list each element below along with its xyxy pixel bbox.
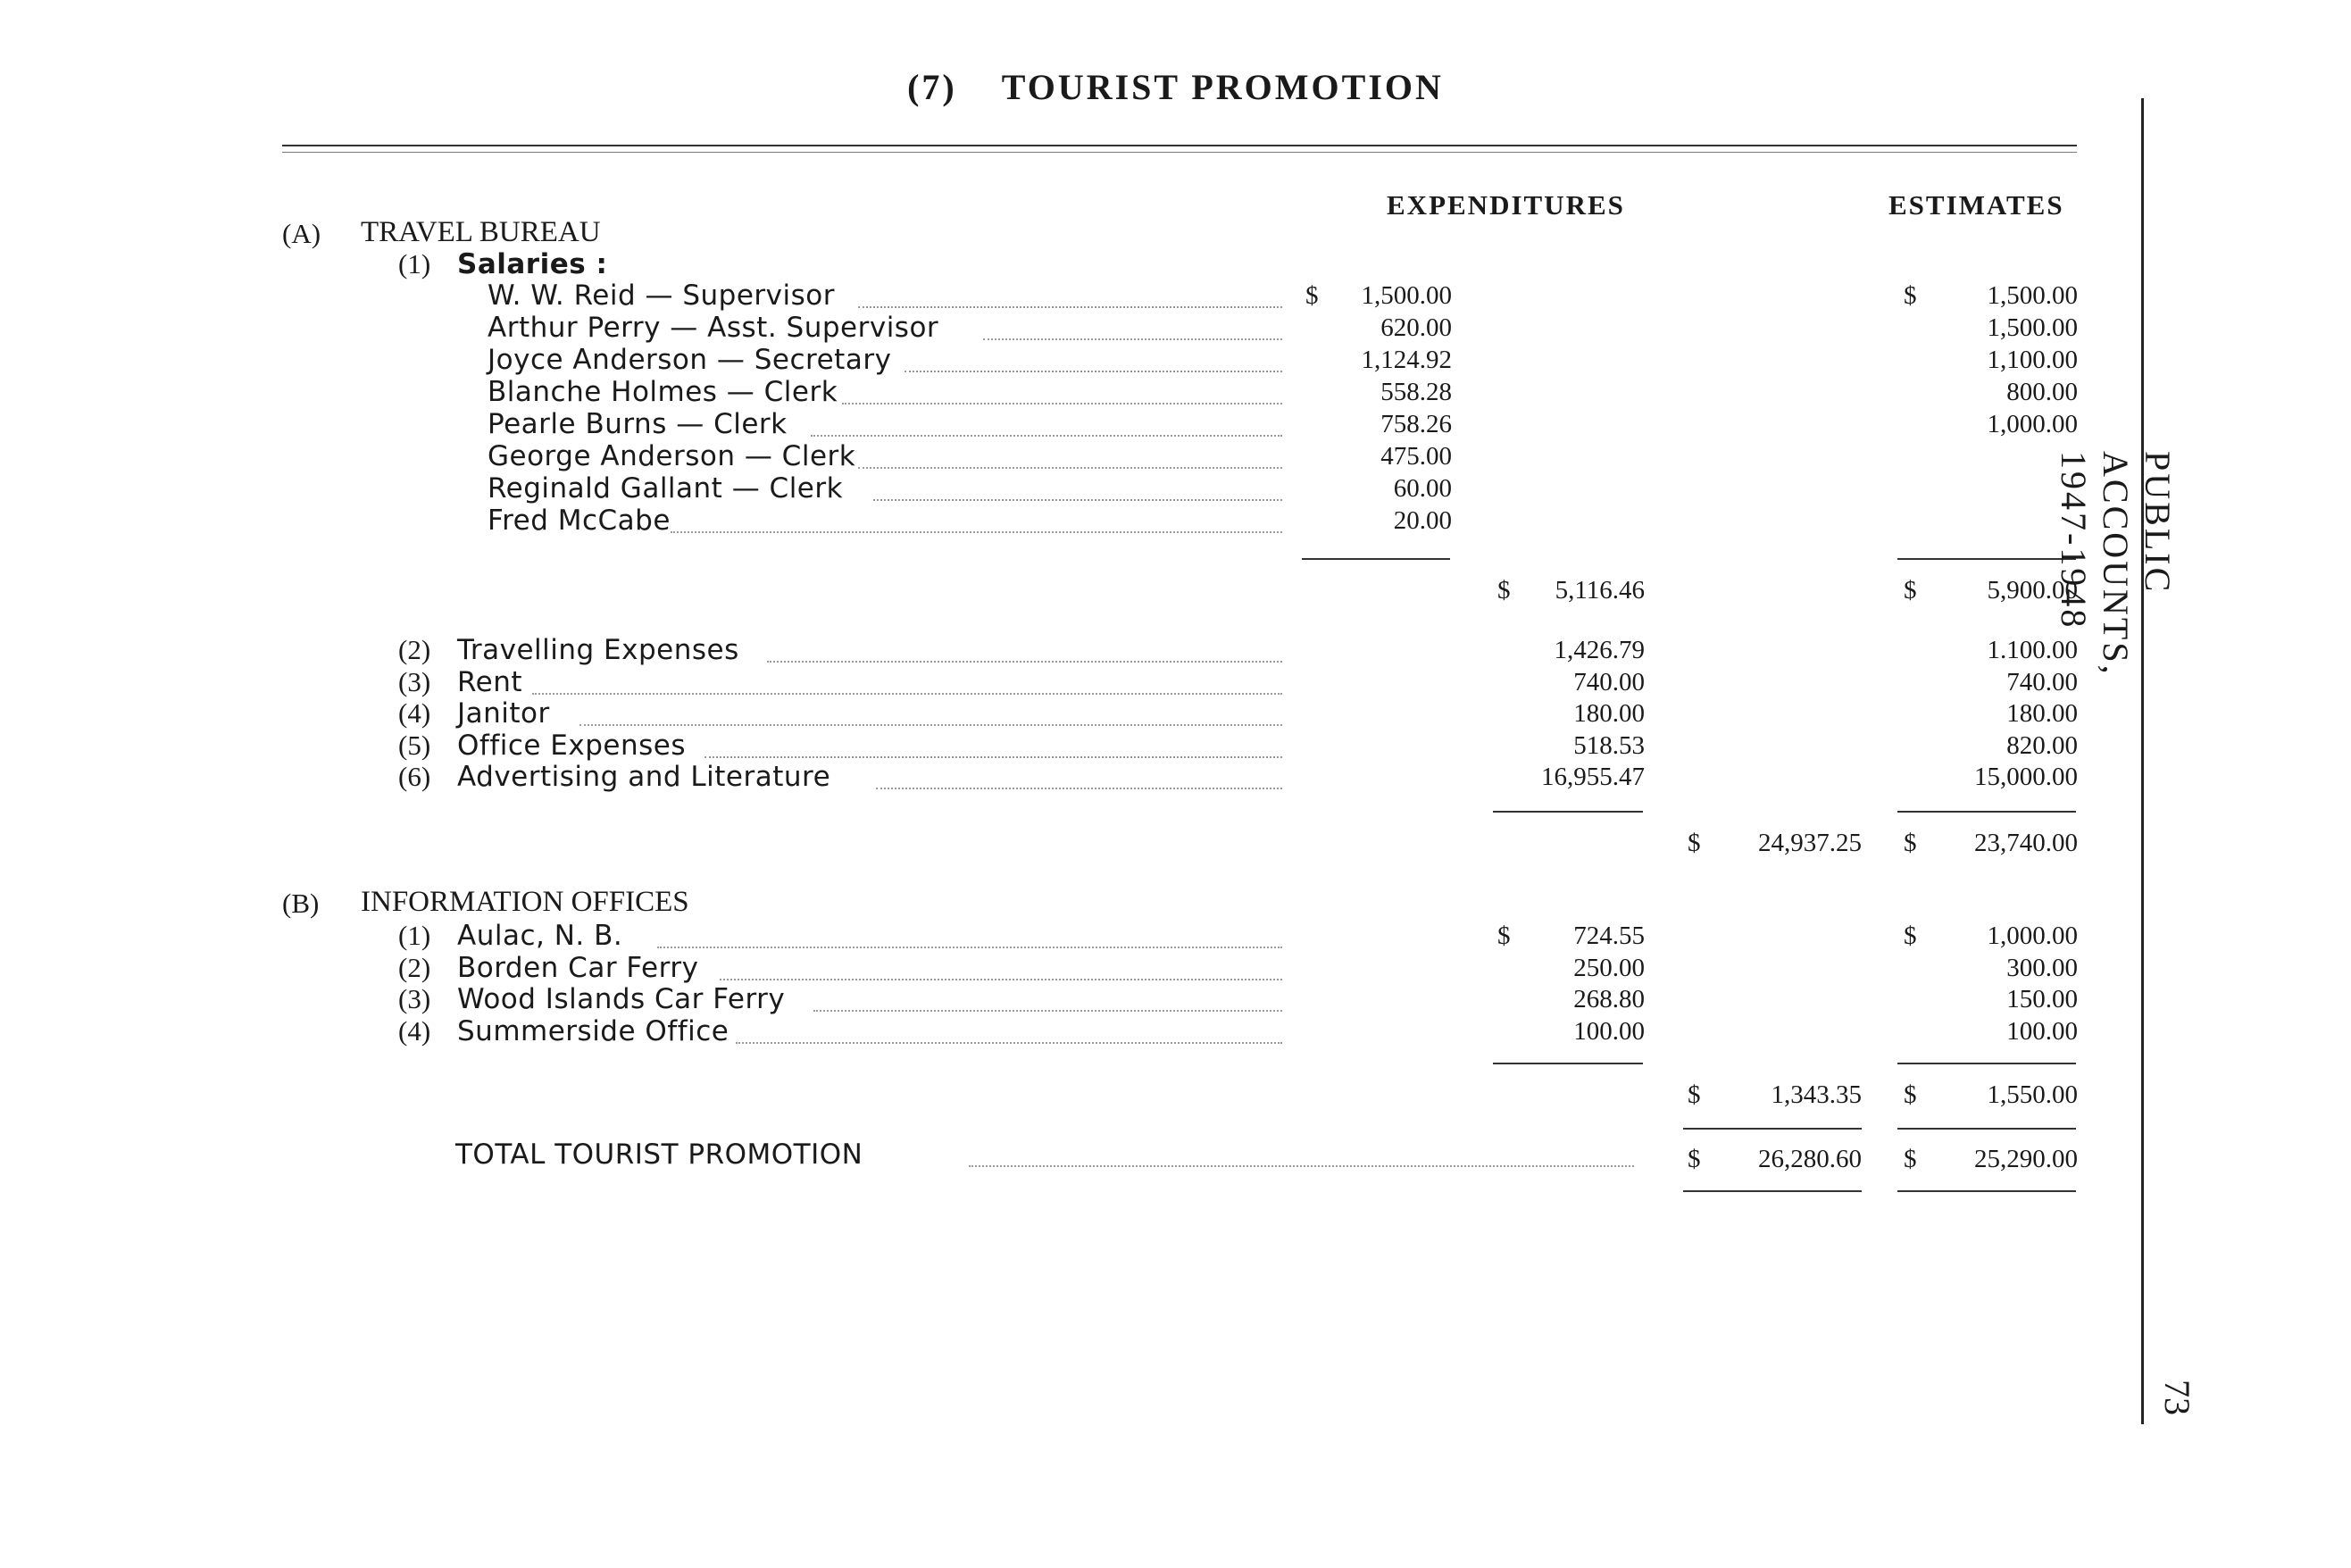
section-a-item-label: Rent [457,666,523,698]
salary-row-exp: 20.00 [1393,506,1452,535]
section-b-item-exp-dollar: $ [1497,922,1511,950]
section-title: TOURIST PROMOTION [1001,67,1444,107]
salaries-exp-rule [1302,558,1450,560]
salary-row-exp: 1,124.92 [1361,346,1452,374]
section-a-item-label: Travelling Expenses [457,634,739,666]
section-b-letter: (B) [282,888,320,919]
salary-row-leader [842,403,1282,405]
grand-total-value: 26,280.60 [1758,1145,1862,1173]
section-b-item-est: 100.00 [2006,1017,2078,1046]
section-a-item-exp: 518.53 [1573,731,1645,760]
section-a-item-exp: 1,426.79 [1554,636,1645,664]
section-a-item-number: (3) [398,666,431,697]
salary-row-leader [905,371,1282,372]
section-a-item-est: 180.00 [2006,699,2078,728]
section-b-item-est-dollar: $ [1904,922,1917,950]
salary-row-label: Arthur Perry — Asst. Supervisor [488,312,939,344]
salary-row-label: Reginald Gallant — Clerk [488,472,844,505]
grand-total-est-dollar: $ [1904,1145,1917,1173]
section-a-exp-rule [1493,811,1643,813]
section-b-exp-rule [1493,1063,1643,1064]
salaries-label: Salaries : [457,248,608,280]
section-b-item-number: (4) [398,1015,431,1047]
section-a-item-est: 15,000.00 [1974,763,2078,791]
page-number: 73 [2157,1380,2197,1415]
salary-row-leader [858,306,1283,308]
section-a-item-leader [704,756,1283,758]
section-b-total: 1,343.35 [1771,1080,1862,1109]
salary-row-exp: 620.00 [1380,313,1452,342]
section-a-item-number: (6) [398,761,431,792]
section-b-item-number: (1) [398,920,431,951]
section-number: (7) [907,67,957,107]
salary-row-leader [873,499,1282,501]
grand-total-rule-bottom-est [1897,1190,2076,1192]
section-b-title: INFORMATION OFFICES [361,886,689,918]
section-b-item-number: (3) [398,983,431,1014]
salary-row-exp: 1,500.00 [1361,281,1452,310]
section-a-item-leader [767,661,1283,663]
section-b-item-label: Summerside Office [457,1015,729,1047]
grand-total-est-value: 25,290.00 [1974,1145,2078,1173]
page-title [0,66,2351,108]
section-a-item-est: 740.00 [2006,668,2078,696]
salary-row-leader [671,531,1283,533]
salary-row-exp-dollar: $ [1305,281,1319,310]
section-a-item-leader [532,693,1282,695]
section-b-total-dollar: $ [1688,1080,1701,1109]
section-a-total-dollar: $ [1688,829,1701,857]
section-a-est-total: 23,740.00 [1974,829,2078,857]
section-b-item-leader [736,1042,1283,1044]
salary-row-label: Pearle Burns — Clerk [488,408,788,440]
salary-row-exp: 60.00 [1393,474,1452,503]
section-b-item-leader [657,947,1282,948]
salary-row-label: Fred McCabe [488,505,671,537]
section-a-item-number: (2) [398,634,431,665]
salary-row-leader [858,467,1283,469]
section-a-item-exp: 740.00 [1573,668,1645,696]
section-a-total: 24,937.25 [1758,829,1862,857]
salaries-number: (1) [398,248,431,279]
section-b-item-est: 1,000.00 [1987,922,2078,950]
section-b-est-total: 1,550.00 [1987,1080,2078,1109]
salaries-subtotal: 5,116.46 [1555,576,1645,605]
salary-row-leader [811,435,1282,437]
salary-row-est: 1,500.00 [1987,281,2078,310]
expenditures-heading: EXPENDITURES [1387,189,1625,221]
grand-total-rule-top-exp [1683,1128,1862,1130]
section-b-item-leader [813,1010,1282,1012]
salaries-est-rule [1897,558,2076,560]
section-b-item-exp: 268.80 [1573,985,1645,1013]
grand-total-leader [969,1165,1634,1167]
salaries-subtotal-dollar: $ [1497,576,1511,605]
section-a-item-leader [876,788,1282,789]
section-a-est-total-dollar: $ [1904,829,1917,857]
section-a-item-label: Office Expenses [457,730,687,762]
section-a-item-label: Janitor [457,697,550,730]
section-a-est-rule [1897,811,2076,813]
salary-row-leader [983,338,1283,340]
section-b-item-leader [720,979,1282,980]
section-b-item-exp: 100.00 [1573,1017,1645,1046]
salary-row-est: 800.00 [2006,378,2078,406]
salary-row-label: George Anderson — Clerk [488,440,856,472]
salary-row-exp: 758.26 [1380,410,1452,438]
header-rule-bottom [282,152,2077,153]
section-b-est-rule [1897,1063,2076,1064]
section-a-title: TRAVEL BUREAU [361,216,601,248]
section-b-item-exp: 250.00 [1573,954,1645,982]
section-b-item-label: Wood Islands Car Ferry [457,983,786,1015]
salary-row-label: W. W. Reid — Supervisor [488,279,835,312]
section-a-item-est: 820.00 [2006,731,2078,760]
salary-row-est-dollar: $ [1904,281,1917,310]
section-a-item-number: (5) [398,730,431,761]
section-b-item-label: Borden Car Ferry [457,952,699,984]
grand-total-dollar: $ [1688,1145,1701,1173]
section-b-item-exp: 724.55 [1573,922,1645,950]
section-a-item-exp: 16,955.47 [1541,763,1645,791]
salary-row-est: 1,500.00 [1987,313,2078,342]
salary-row-label: Joyce Anderson — Secretary [488,344,892,376]
section-a-item-exp: 180.00 [1573,699,1645,728]
section-b-item-number: (2) [398,952,431,983]
salary-row-est: 1,000.00 [1987,410,2078,438]
section-a-item-est: 1.100.00 [1987,636,2078,664]
section-a-letter: (A) [282,218,321,249]
section-b-item-est: 300.00 [2006,954,2078,982]
salaries-est-subtotal-dollar: $ [1904,576,1917,605]
salary-row-exp: 475.00 [1380,442,1452,471]
salaries-est-subtotal: 5,900.00 [1987,576,2078,605]
grand-total-rule-bottom-exp [1683,1190,1862,1192]
section-b-item-est: 150.00 [2006,985,2078,1013]
salary-row-est: 1,100.00 [1987,346,2078,374]
section-b-est-total-dollar: $ [1904,1080,1917,1109]
salary-row-exp: 558.28 [1380,378,1452,406]
section-b-item-label: Aulac, N. B. [457,920,623,952]
section-a-item-leader [579,724,1283,726]
salary-row-label: Blanche Holmes — Clerk [488,376,838,408]
running-title: PUBLIC ACCOUNTS, 1947-1948 [2054,451,2178,677]
estimates-heading: ESTIMATES [1888,189,2064,221]
section-a-item-number: (4) [398,697,431,729]
grand-total-rule-top-est [1897,1128,2076,1130]
header-rule-top [282,145,2077,146]
right-margin-rule [2141,98,2144,1424]
section-a-item-label: Advertising and Literature [457,761,831,793]
grand-total-label: TOTAL TOURIST PROMOTION [455,1138,863,1171]
